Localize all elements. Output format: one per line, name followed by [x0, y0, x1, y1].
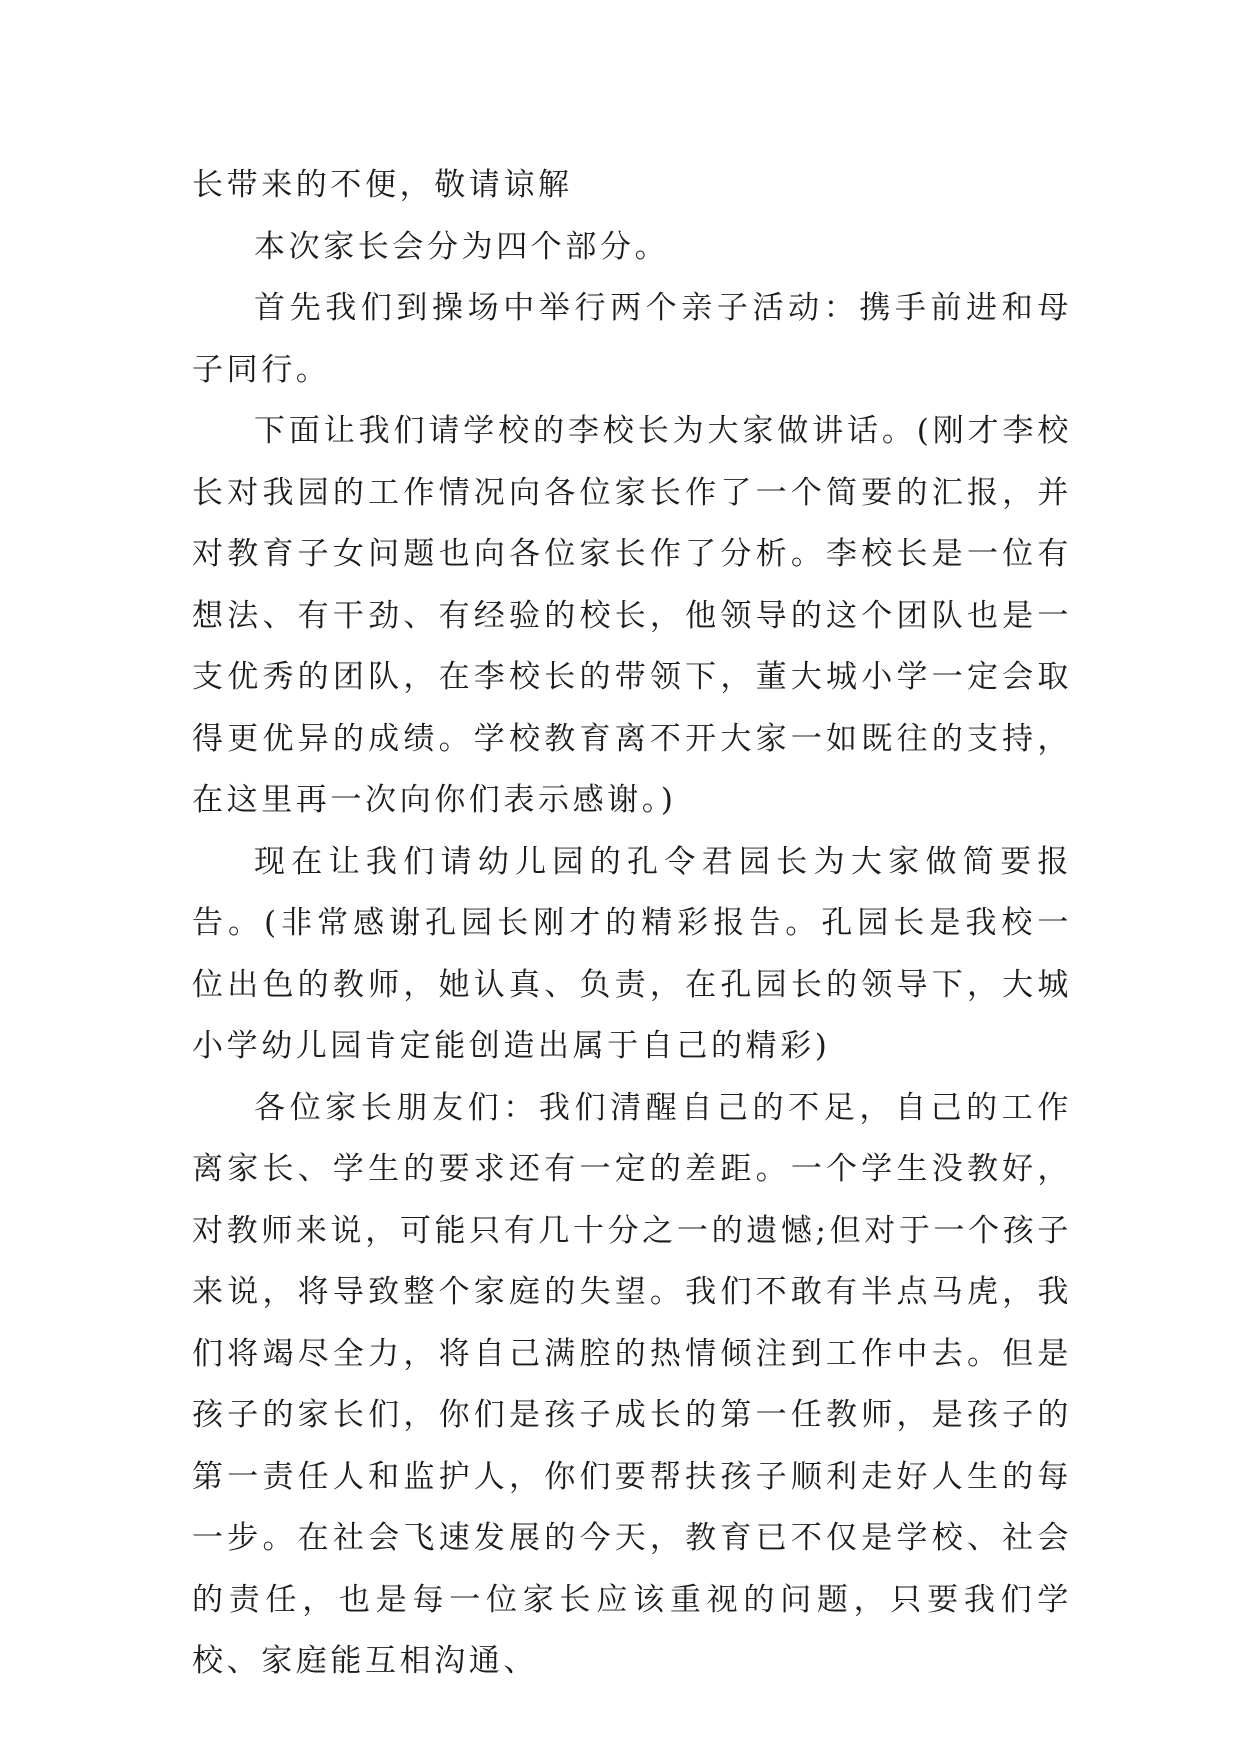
paragraph-1: 长带来的不便，敬请谅解	[192, 167, 573, 203]
paragraph-2: 本次家长会分为四个部分。	[254, 228, 670, 265]
paragraph-6: 各位家长朋友们：我们清醒自己的不足，自己的工作离家长、学生的要求还有一定的差距。一个学生没教好，对教师来说，可能只有几十分之一的遗憾;但对于一个孩子来说，将导致整个家庭的失望。我们不敢有半点马虎，我们将竭尽全力，将自己满腔的热情倾注到工作中去。但是孩子的家长们，你们是孩子成长的第一任教师，是孩子的第一责任人和监护人，你们要帮扶孩子顺利走好人生的每一步。在社会飞速发展的今天，教育已不仅是学校、社会的责任，也是每一位家长应该重视的问题，只要我们学校、家庭能互相沟通、	[192, 1089, 1072, 1679]
paragraph-5: 现在让我们请幼儿园的孔令君园长为大家做简要报告。(非常感谢孔园长刚才的精彩报告。孔园长是我校一位出色的教师，她认真、负责，在孔园长的领导下，大城小学幼儿园肯定能创造出属于自己的精彩)	[192, 843, 1072, 1064]
document-body	[192, 155, 1072, 1693]
paragraph-4: 下面让我们请学校的李校长为大家做讲话。(刚才李校长对我园的工作情况向各位家长作了一个简要的汇报，并对教育子女问题也向各位家长作了分析。李校长是一位有想法、有干劲、有经验的校长，他领导的这个团队也是一支优秀的团队，在李校长的带领下，董大城小学一定会取得更优异的成绩。学校教育离不开大家一如既往的支持，在这里再一次向你们表示感谢。)	[192, 413, 1072, 818]
paragraph-3: 首先我们到操场中举行两个亲子活动：携手前进和母子同行。	[192, 290, 1072, 388]
